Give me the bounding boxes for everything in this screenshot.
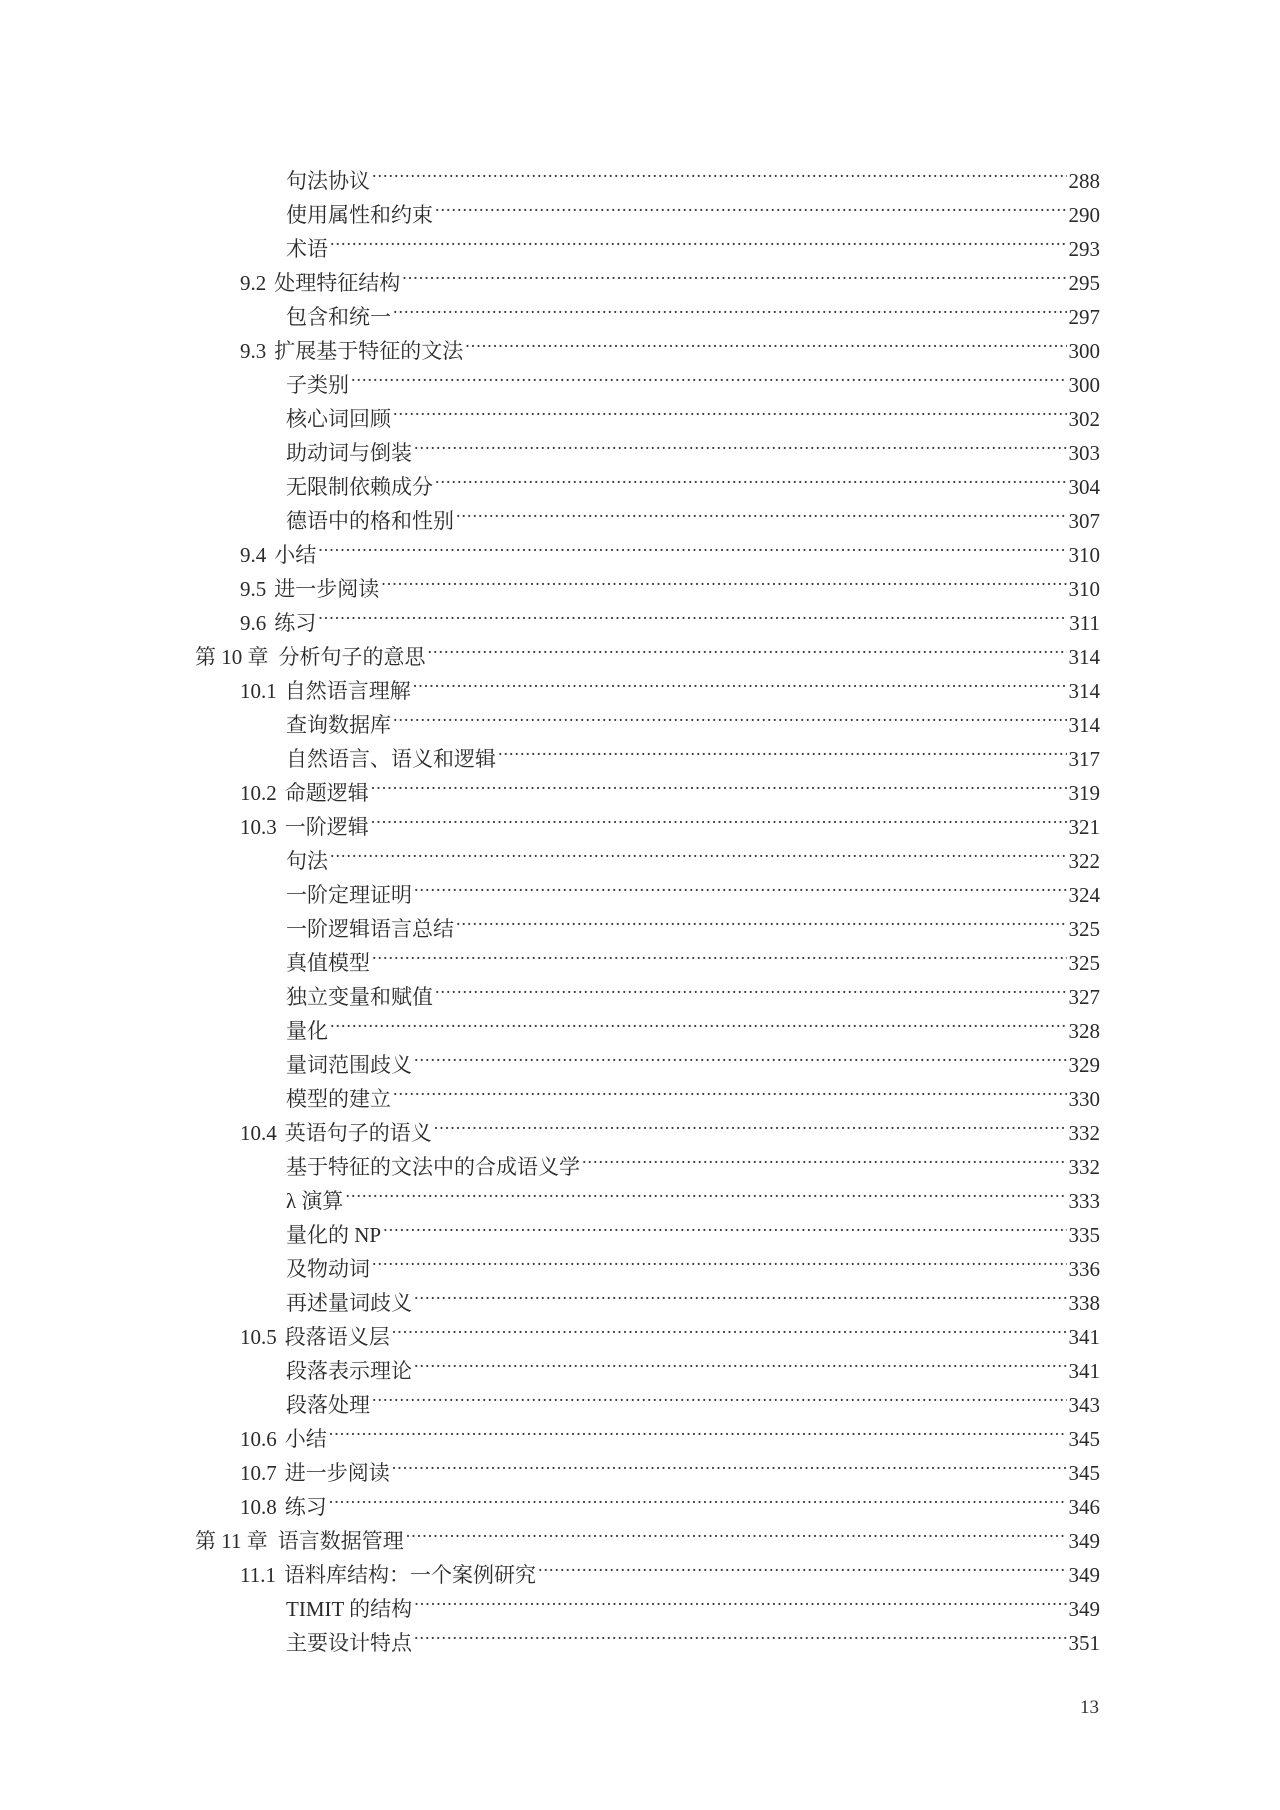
toc-entry-title: 段落语义层 bbox=[284, 1325, 390, 1349]
toc-entry-page: 335 bbox=[1068, 1223, 1100, 1247]
toc-section-entry[interactable] bbox=[195, 256, 1100, 295]
toc-dot-leader bbox=[372, 936, 1067, 970]
toc-entry-page: 325 bbox=[1068, 917, 1100, 941]
toc-entry-title: 无限制依赖成分 bbox=[286, 475, 433, 499]
toc-entry-title: 量化 bbox=[286, 1019, 328, 1043]
toc-subsection-entry[interactable] bbox=[195, 834, 1100, 873]
toc-entry-number: 11.1 bbox=[240, 1563, 276, 1587]
toc-entry-page: 345 bbox=[1068, 1461, 1100, 1485]
toc-dot-leader bbox=[456, 902, 1067, 936]
toc-dot-leader bbox=[329, 1412, 1067, 1446]
toc-entry-title: 再述量词歧义 bbox=[286, 1291, 412, 1315]
toc-entry-page: 297 bbox=[1068, 305, 1100, 329]
toc-entry-page: 341 bbox=[1068, 1325, 1100, 1349]
toc-entry-page: 330 bbox=[1068, 1087, 1100, 1111]
toc-dot-leader bbox=[406, 1514, 1067, 1548]
toc-dot-leader bbox=[456, 494, 1067, 528]
toc-entry-page: 300 bbox=[1068, 339, 1100, 363]
toc-dot-leader bbox=[351, 358, 1067, 392]
toc-subsection-entry[interactable] bbox=[195, 1004, 1100, 1043]
toc-section-entry[interactable] bbox=[195, 528, 1100, 567]
toc-entry-title: 进一步阅读 bbox=[274, 577, 380, 601]
toc-entry-title: 量化的 NP bbox=[286, 1223, 382, 1247]
toc-dot-leader bbox=[381, 562, 1066, 596]
toc-dot-leader bbox=[582, 1140, 1067, 1174]
toc-entry-page: 319 bbox=[1068, 781, 1100, 805]
toc-entry-number: 第 10 章 bbox=[195, 645, 269, 669]
toc-dot-leader bbox=[434, 1106, 1067, 1140]
toc-entry-page: 290 bbox=[1068, 203, 1100, 227]
toc-chapter-entry[interactable] bbox=[195, 630, 1100, 669]
toc-entry-title: 语言数据管理 bbox=[277, 1529, 404, 1553]
toc-entry-title: 一阶逻辑 bbox=[284, 815, 369, 839]
toc-dot-leader bbox=[318, 528, 1066, 562]
toc-entry-number: 10.5 bbox=[240, 1325, 277, 1349]
toc-dot-leader bbox=[414, 868, 1067, 902]
toc-entry-number: 10.8 bbox=[240, 1495, 277, 1519]
toc-dot-leader bbox=[392, 1310, 1067, 1344]
toc-entry-page: 324 bbox=[1068, 883, 1100, 907]
toc-entry-page: 329 bbox=[1068, 1053, 1100, 1077]
toc-entry-number: 第 11 章 bbox=[195, 1529, 268, 1553]
toc-entry-number: 10.6 bbox=[240, 1427, 277, 1451]
toc-section-entry[interactable] bbox=[195, 1412, 1100, 1451]
toc-dot-leader bbox=[428, 630, 1067, 664]
toc-entry-number: 9.5 bbox=[240, 577, 267, 601]
toc-entry-page: 302 bbox=[1068, 407, 1100, 431]
toc-entry-title: TIMIT 的结构 bbox=[286, 1597, 413, 1621]
toc-entry-title: 量词范围歧义 bbox=[286, 1053, 412, 1077]
toc-entry-title: 子类别 bbox=[286, 373, 349, 397]
toc-entry-title: 处理特征结构 bbox=[274, 271, 401, 295]
toc-dot-leader bbox=[414, 1344, 1067, 1378]
toc-entry-number: 9.3 bbox=[240, 339, 267, 363]
toc-dot-leader bbox=[414, 1276, 1067, 1310]
toc-dot-leader bbox=[414, 1582, 1066, 1616]
toc-entry-title: 进一步阅读 bbox=[284, 1461, 390, 1485]
toc-entry-title: 练习 bbox=[284, 1495, 327, 1519]
toc-entry-title: 段落表示理论 bbox=[286, 1359, 412, 1383]
toc-entry-page: 349 bbox=[1068, 1529, 1100, 1553]
toc-entry-page: 332 bbox=[1068, 1155, 1100, 1179]
toc-dot-leader bbox=[330, 834, 1067, 868]
toc-section-entry[interactable] bbox=[195, 1480, 1100, 1519]
toc-dot-leader bbox=[435, 970, 1067, 1004]
toc-entry-number: 9.2 bbox=[240, 271, 267, 295]
toc-entry-number: 10.1 bbox=[240, 679, 277, 703]
toc-section-entry[interactable] bbox=[195, 596, 1100, 635]
toc-dot-leader bbox=[435, 460, 1067, 494]
toc-entry-page: 317 bbox=[1068, 747, 1100, 771]
toc-entry-page: 328 bbox=[1068, 1019, 1100, 1043]
toc-entry-title: 英语句子的语义 bbox=[284, 1121, 432, 1145]
toc-entry-page: 333 bbox=[1068, 1189, 1100, 1213]
toc-dot-leader bbox=[414, 1038, 1067, 1072]
toc-subsection-entry[interactable] bbox=[195, 1038, 1100, 1077]
toc-entry-title: 句法 bbox=[286, 849, 328, 873]
toc-entry-title: 分析句子的意思 bbox=[278, 645, 426, 669]
toc-subsection-entry[interactable] bbox=[195, 154, 1100, 193]
toc-entry-page: 307 bbox=[1068, 509, 1100, 533]
toc-entry-title: 包含和统一 bbox=[286, 305, 391, 329]
toc-entry-page: 327 bbox=[1068, 985, 1100, 1009]
toc-dot-leader bbox=[435, 188, 1067, 222]
page-number-footer: 13 bbox=[1080, 1697, 1099, 1718]
toc-dot-leader bbox=[330, 1004, 1067, 1038]
toc-dot-leader bbox=[402, 256, 1066, 290]
table-of-contents bbox=[195, 154, 1100, 1655]
toc-entry-number: 9.4 bbox=[240, 543, 267, 567]
toc-dot-leader bbox=[372, 1242, 1067, 1276]
toc-entry-title: 德语中的格和性别 bbox=[286, 509, 454, 533]
toc-subsection-entry[interactable] bbox=[195, 222, 1100, 261]
toc-entry-number: 10.3 bbox=[240, 815, 277, 839]
toc-dot-leader bbox=[383, 1208, 1066, 1242]
toc-section-entry[interactable] bbox=[195, 562, 1100, 601]
toc-entry-page: 303 bbox=[1068, 441, 1100, 465]
toc-entry-page: 338 bbox=[1068, 1291, 1100, 1315]
toc-dot-leader bbox=[498, 732, 1067, 766]
toc-entry-title: 真值模型 bbox=[286, 951, 370, 975]
toc-dot-leader bbox=[414, 1616, 1067, 1650]
toc-entry-page: 304 bbox=[1068, 475, 1100, 499]
toc-dot-leader bbox=[413, 664, 1067, 698]
toc-entry-page: 351 bbox=[1068, 1631, 1100, 1655]
toc-entry-title: 语料库结构：一个案例研究 bbox=[283, 1563, 536, 1587]
toc-entry-title: 小结 bbox=[274, 543, 317, 567]
toc-entry-page: 300 bbox=[1068, 373, 1100, 397]
toc-entry-number: 10.4 bbox=[240, 1121, 277, 1145]
toc-entry-title: 自然语言、语义和逻辑 bbox=[286, 747, 496, 771]
toc-dot-leader bbox=[414, 426, 1067, 460]
toc-entry-page: 341 bbox=[1068, 1359, 1100, 1383]
toc-entry-title: 一阶定理证明 bbox=[286, 883, 412, 907]
toc-entry-title: 助动词与倒装 bbox=[286, 441, 412, 465]
toc-entry-page: 310 bbox=[1068, 543, 1100, 567]
toc-entry-page: 349 bbox=[1068, 1563, 1100, 1587]
toc-entry-title: 核心词回顾 bbox=[286, 407, 391, 431]
toc-entry-number: 10.2 bbox=[240, 781, 277, 805]
toc-dot-leader bbox=[345, 1174, 1066, 1208]
toc-entry-number: 10.7 bbox=[240, 1461, 277, 1485]
toc-dot-leader bbox=[538, 1548, 1067, 1582]
toc-entry-page: 314 bbox=[1068, 645, 1100, 669]
toc-subsection-entry[interactable] bbox=[195, 868, 1100, 907]
toc-entry-title: 命题逻辑 bbox=[284, 781, 369, 805]
toc-entry-page: 311 bbox=[1069, 611, 1100, 635]
toc-entry-title: 使用属性和约束 bbox=[286, 203, 433, 227]
toc-dot-leader bbox=[330, 222, 1067, 256]
toc-entry-page: 325 bbox=[1068, 951, 1100, 975]
toc-entry-title: 自然语言理解 bbox=[284, 679, 411, 703]
toc-entry-page: 295 bbox=[1068, 271, 1100, 295]
toc-dot-leader bbox=[372, 1378, 1067, 1412]
toc-entry-page: 336 bbox=[1068, 1257, 1100, 1281]
toc-entry-title: λ 演算 bbox=[286, 1189, 344, 1213]
toc-entry-title: 句法协议 bbox=[286, 169, 370, 193]
toc-entry-title: 及物动词 bbox=[286, 1257, 370, 1281]
toc-dot-leader bbox=[372, 154, 1067, 188]
toc-entry-title: 主要设计特点 bbox=[286, 1631, 412, 1655]
toc-section-entry[interactable] bbox=[195, 1446, 1100, 1485]
toc-entry-title: 扩展基于特征的文法 bbox=[274, 339, 464, 363]
toc-chapter-entry[interactable] bbox=[195, 1514, 1100, 1553]
toc-entry-title: 独立变量和赋值 bbox=[286, 985, 433, 1009]
toc-entry-title: 段落处理 bbox=[286, 1393, 370, 1417]
toc-entry-title: 模型的建立 bbox=[286, 1087, 391, 1111]
toc-dot-leader bbox=[371, 800, 1067, 834]
toc-entry-page: 314 bbox=[1068, 679, 1100, 703]
toc-dot-leader bbox=[393, 698, 1067, 732]
toc-entry-page: 332 bbox=[1068, 1121, 1100, 1145]
toc-dot-leader bbox=[465, 324, 1066, 358]
toc-entry-number: 9.6 bbox=[240, 611, 267, 635]
toc-entry-page: 293 bbox=[1068, 237, 1100, 261]
toc-entry-page: 310 bbox=[1068, 577, 1100, 601]
toc-entry-page: 346 bbox=[1068, 1495, 1100, 1519]
toc-entry-page: 345 bbox=[1068, 1427, 1100, 1451]
toc-dot-leader bbox=[329, 1480, 1067, 1514]
toc-entry-title: 小结 bbox=[284, 1427, 327, 1451]
toc-dot-leader bbox=[371, 766, 1067, 800]
toc-entry-page: 322 bbox=[1068, 849, 1100, 873]
toc-entry-page: 349 bbox=[1068, 1597, 1100, 1621]
toc-entry-page: 288 bbox=[1068, 169, 1100, 193]
toc-entry-title: 查询数据库 bbox=[286, 713, 391, 737]
toc-dot-leader bbox=[393, 290, 1067, 324]
toc-entry-title: 术语 bbox=[286, 237, 328, 261]
toc-entry-title: 练习 bbox=[274, 611, 317, 635]
toc-dot-leader bbox=[318, 596, 1067, 630]
toc-entry-title: 一阶逻辑语言总结 bbox=[286, 917, 454, 941]
toc-entry-page: 343 bbox=[1068, 1393, 1100, 1417]
toc-dot-leader bbox=[392, 1446, 1067, 1480]
toc-dot-leader bbox=[393, 1072, 1067, 1106]
toc-entry-title: 基于特征的文法中的合成语义学 bbox=[286, 1155, 580, 1179]
toc-entry-page: 314 bbox=[1068, 713, 1100, 737]
toc-entry-page: 321 bbox=[1068, 815, 1100, 839]
toc-dot-leader bbox=[393, 392, 1067, 426]
